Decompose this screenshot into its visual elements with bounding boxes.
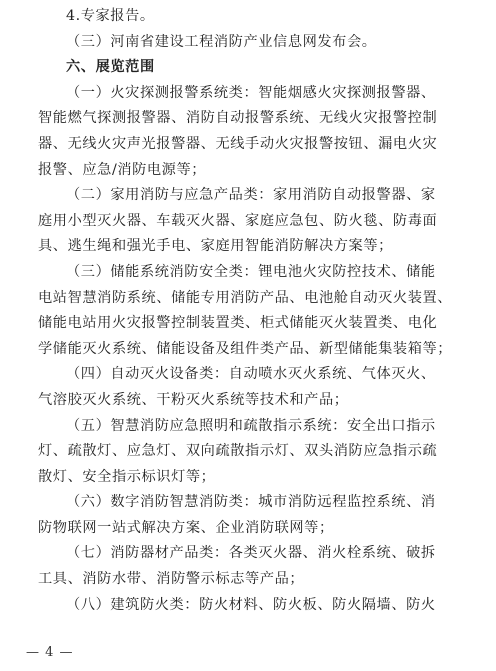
item-text: 锂电池火灾防控技术、储能 [258, 263, 436, 280]
list-item: （三）河南省建设工程消防产业信息网发布会。 [66, 33, 377, 50]
paragraph-line [38, 593, 458, 619]
list-item: 4.专家报告。 [66, 8, 155, 24]
item-text: 防火材料、防火板、防火隔墙、防火 [199, 596, 436, 613]
paragraph-line: 储能电站用火灾报警控制装置类、柜式储能灭火装置类、电化 [38, 315, 438, 332]
item-lead: （四）自动灭火设备类： [66, 366, 229, 383]
paragraph-line [38, 362, 458, 388]
paragraph-line: 器、无线火灾声光报警器、无线手动火灾报警按钮、漏电火灾 [38, 135, 438, 152]
paragraph-line: 散灯、安全指示标识灯等； [38, 468, 216, 485]
item-lead: （二）家用消防与应急产品类： [66, 187, 274, 204]
paragraph-line [38, 414, 458, 440]
item-text: 安全出口指示 [346, 417, 436, 434]
paragraph-line [38, 260, 458, 286]
paragraph-line [38, 81, 458, 107]
item-text: 各类灭火器、消火栓系统、破拆 [228, 545, 436, 562]
item-text: 自动喷水灭火系统、气体灭火、 [228, 366, 436, 383]
paragraph-line: 智能燃气探测报警器、消防自动报警系统、无线火灾报警控制 [38, 110, 438, 127]
paragraph-line: 电站智慧消防系统、储能专用消防产品、电池舱自动灭火装置、 [38, 289, 453, 306]
paragraph-line: 庭用小型灭火器、车载灭火器、家庭应急包、防火毯、防毒面 [38, 212, 438, 229]
paragraph-line: 具、逃生绳和强光手电、家庭用智能消防解决方案等； [38, 238, 393, 255]
item-text: 家用消防自动报警器、家 [273, 187, 436, 204]
item-lead: （六）数字消防智慧消防类： [66, 494, 259, 511]
item-lead: （三）储能系统消防安全类： [66, 263, 259, 280]
paragraph-line: 报警、应急/消防电源等； [38, 161, 207, 178]
document-body [38, 4, 458, 618]
section-heading: 六、展览范围 [66, 59, 155, 76]
paragraph-line: 工具、消防水带、消防警示标志等产品； [38, 571, 305, 588]
paragraph-line: 学储能灭火系统、储能设备及组件类产品、新型储能集装箱等； [38, 340, 453, 357]
paragraph-line [38, 490, 458, 516]
item-text: 智能烟感火灾探测报警器、 [258, 84, 436, 101]
item-lead: （八）建筑防火类： [66, 596, 200, 613]
item-lead: （五）智慧消防应急照明和疏散指示系统： [66, 417, 347, 434]
paragraph-line [38, 183, 458, 209]
paragraph-line: 灯、疏散灯、应急灯、双向疏散指示灯、双头消防应急指示疏 [38, 443, 438, 460]
item-text: 城市消防远程监控系统、消 [258, 494, 436, 511]
paragraph-line [38, 541, 458, 567]
item-lead: （一）火灾探测报警系统类： [66, 84, 259, 101]
paragraph-line: 气溶胶灭火系统、干粉灭火系统等技术和产品； [38, 391, 349, 408]
paragraph-line: 防物联网一站式解决方案、企业消防联网等； [38, 519, 334, 536]
item-lead: （七）消防器材产品类： [66, 545, 229, 562]
page-number: — 4 — [26, 645, 74, 660]
